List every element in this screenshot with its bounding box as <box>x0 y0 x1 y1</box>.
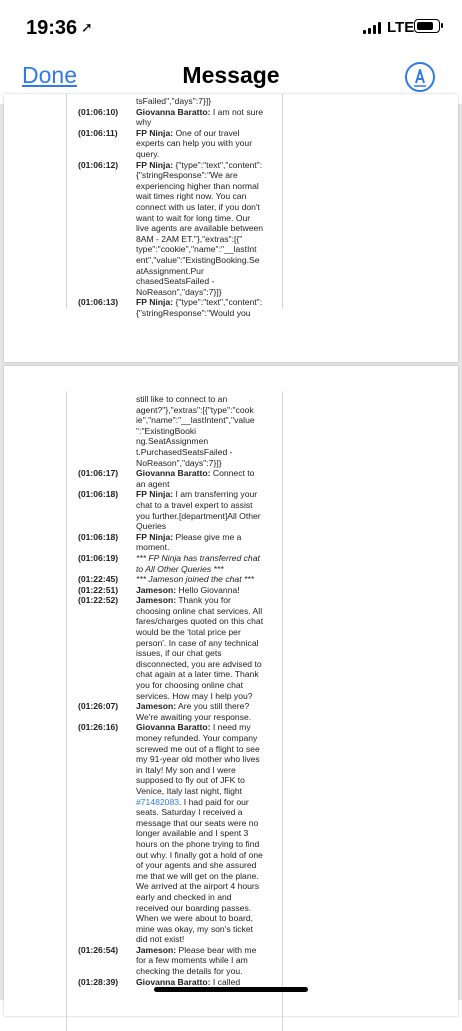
chat-entry <box>66 96 266 107</box>
chat-message <box>136 128 266 160</box>
chat-speaker: FP Ninja: <box>136 127 174 138</box>
chat-message <box>136 107 266 128</box>
chat-entry <box>66 489 266 531</box>
chat-timestamp: (01:26:07) <box>78 701 119 712</box>
chat-entry <box>66 722 266 944</box>
chat-message <box>136 96 266 107</box>
chat-message <box>136 468 266 489</box>
system-notice: *** Jameson joined the chat *** <box>136 574 255 585</box>
chat-speaker: Giovanna Baratto: <box>136 722 211 733</box>
chat-timestamp: (01:06:13) <box>78 297 119 308</box>
chat-text: I need my money refunded. Your company screwed me out of a flight to see my 91-year old mother who lives in Italy! My son and I were supposed to fly out of JFK to Venice, Italy last night, flight <box>136 722 260 796</box>
chat-timestamp: (01:06:10) <box>78 106 119 117</box>
status-bar <box>0 0 462 54</box>
document-page-1 <box>4 94 458 362</box>
flight-number-link[interactable]: #71482083 <box>136 796 180 807</box>
chat-text: Please give me a moment. <box>136 531 242 553</box>
chat-speaker: Jameson: <box>136 944 177 955</box>
chat-timestamp: (01:06:18) <box>78 489 119 500</box>
chat-text: Are you still there? We're awaiting your response. <box>136 701 252 722</box>
chat-entry <box>66 945 266 977</box>
chat-text: One of our travel experts can help you with your query. <box>136 127 253 159</box>
chat-message <box>136 585 266 596</box>
chat-message <box>136 553 266 574</box>
chat-message <box>136 297 266 318</box>
chat-message <box>136 595 266 701</box>
system-notice: *** FP Ninja has transferred chat to All Other Queries *** <box>136 552 260 574</box>
chat-speaker: FP Ninja: <box>136 489 174 500</box>
chat-speaker: Jameson: <box>136 584 177 595</box>
chat-entry <box>66 468 266 489</box>
chat-timestamp: (01:06:11) <box>78 127 118 138</box>
chat-timestamp: (01:22:51) <box>78 584 119 595</box>
chat-message <box>136 489 266 531</box>
document-viewer[interactable] <box>0 96 462 1000</box>
chat-speaker: Giovanna Baratto: <box>136 468 211 479</box>
chat-transcript <box>66 96 266 318</box>
chat-text: tsFailed","days":7}]} <box>136 96 212 106</box>
chat-message <box>136 701 266 722</box>
chat-timestamp: (01:26:54) <box>78 944 119 955</box>
chat-message <box>136 532 266 553</box>
chat-timestamp: (01:28:39) <box>78 976 119 987</box>
chat-text: Connect to an agent <box>136 468 255 489</box>
chat-text: {"type":"text","content": {"stringResponse":"We are experiencing higher than normal wait times right now. You can connect with us later, if you don't want to wait for long time. Our live agents are available between 8AM - 2AM ET."},"extras":[{" type":"cookie","name":"__lastInt ent","value":"ExistingBooking.Se atAssignment.Pur chasedSeatsFailed - NoReason","days":7}]} <box>136 159 264 297</box>
chat-speaker: FP Ninja: <box>136 159 174 170</box>
home-indicator <box>154 987 308 992</box>
battery-icon <box>414 19 440 33</box>
chat-timestamp: (01:22:52) <box>78 595 119 606</box>
chat-timestamp: (01:06:19) <box>78 552 119 563</box>
page-title: Message <box>182 62 280 88</box>
chat-entry <box>66 107 266 128</box>
chat-entry <box>66 128 266 160</box>
chat-speaker: FP Ninja: <box>136 531 174 542</box>
chat-text: . I had paid for our seats. Saturday I received a message that our seats were no longer available and I spent 3 hours on the phone trying to find out why. I finally got a hold of one of your agents and she assured me that we will get on the plane. We arrived at the airport 4 hours early and checked in and received our boarding passes. When we were about to board, mine was okay, my son's ticket did not exist! <box>136 796 263 945</box>
chat-timestamp: (01:26:16) <box>78 722 119 733</box>
markup-pen-icon[interactable] <box>405 62 435 92</box>
chat-timestamp: (01:22:45) <box>78 574 119 585</box>
chat-entry <box>66 595 266 701</box>
chat-entry <box>66 532 266 553</box>
document-page-2 <box>4 366 458 1016</box>
chat-message <box>136 394 266 468</box>
chat-speaker: Jameson: <box>136 701 177 712</box>
chat-entry <box>66 701 266 722</box>
done-button[interactable]: Done <box>22 62 77 88</box>
chat-speaker: Giovanna Baratto: <box>136 106 211 117</box>
chat-speaker: Jameson: <box>136 595 177 606</box>
chat-speaker: FP Ninja: <box>136 297 174 308</box>
chat-entry <box>66 574 266 585</box>
chat-text: Please bear with me for a few moments while I am checking the details for you. <box>136 944 257 977</box>
chat-text: still like to connect to an agent?"},"extras":[{"type":"cook ie","name":"__lastIntent","value ":"ExistingBooki ng.SeatAssignmen t.PurchasedSeatsFailed - NoReason","days":7}]} <box>136 394 255 468</box>
chat-entry <box>66 394 266 468</box>
chat-text: Hello Giovanna! <box>178 584 240 595</box>
chat-message <box>136 977 266 988</box>
chat-text: Thank you for choosing online chat services. All fares/charges quoted on this chat would be the 'total price per person'. In case of any technical issues, if our chat gets disconnected, you are advised to chat again at a later time. Thank you for choosing online chat services. How may I help you? <box>136 595 264 701</box>
chat-speaker: Giovanna Baratto: <box>136 976 211 987</box>
status-time: 19:36 <box>26 17 78 39</box>
chat-text: {"type":"text","content": {"stringResponse":"Would you <box>136 297 263 318</box>
chat-timestamp: (01:06:17) <box>78 468 119 479</box>
chat-message <box>136 722 266 944</box>
chat-entry <box>66 160 266 298</box>
chat-text: I am not sure why <box>136 106 264 128</box>
chat-message <box>136 945 266 977</box>
location-arrow-icon: ➚ <box>81 19 93 35</box>
chat-text: I called <box>212 976 241 987</box>
chat-timestamp: (01:06:12) <box>78 159 119 170</box>
network-label: LTE <box>387 19 415 36</box>
chat-message <box>136 160 266 298</box>
chat-entry <box>66 553 266 574</box>
chat-entry <box>66 297 266 318</box>
chat-entry <box>66 977 266 988</box>
chat-transcript <box>66 394 266 987</box>
chat-message <box>136 574 266 585</box>
chat-entry <box>66 585 266 596</box>
chat-timestamp: (01:06:18) <box>78 531 119 542</box>
chat-text: I am transferring your chat to a travel expert to assist you further.[department]All Other Queries <box>136 489 261 532</box>
